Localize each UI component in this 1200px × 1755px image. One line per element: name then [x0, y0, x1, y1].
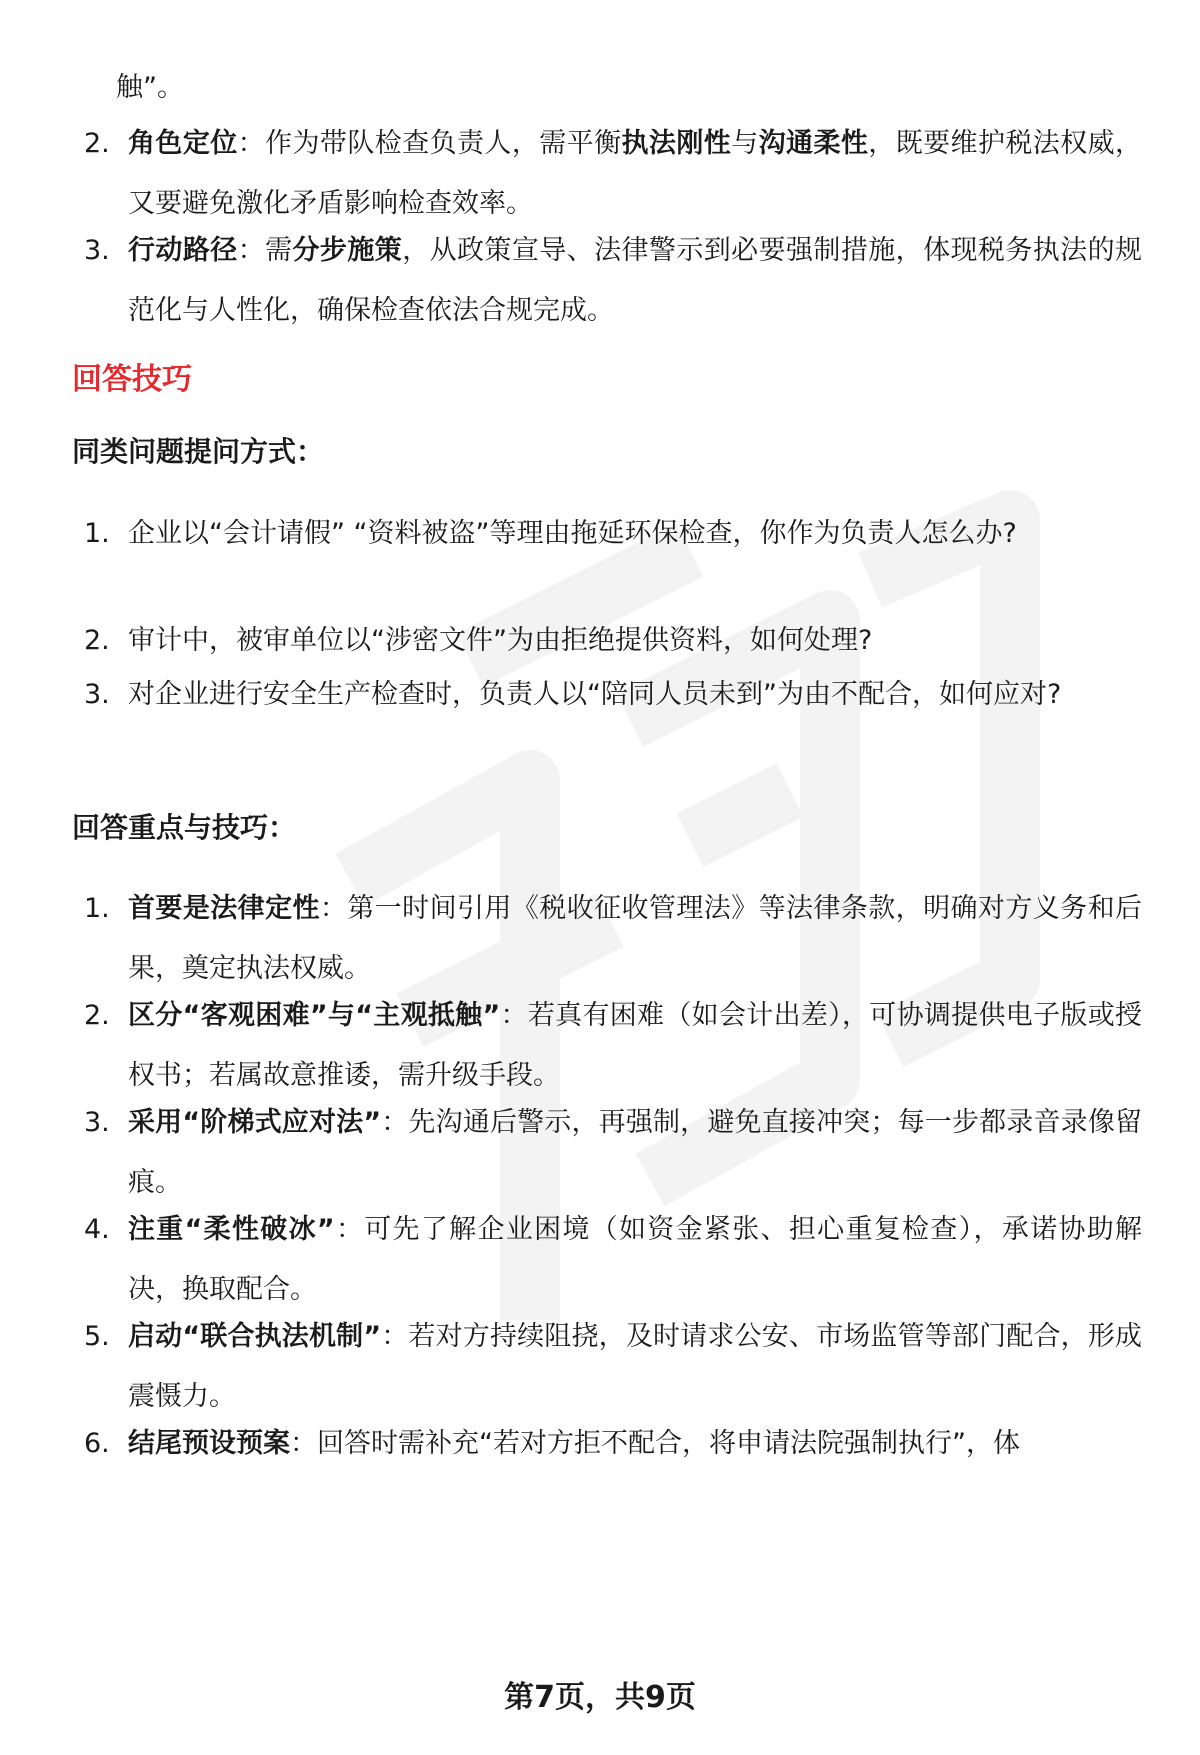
- list-number: 6.: [84, 1428, 110, 1459]
- list-item: 5. 启动“联合执法机制”：若对方持续阻挠，及时请求公安、市场监管等部门配合，形成震慑力。: [84, 1307, 1144, 1427]
- list-number: 3.: [84, 679, 110, 710]
- list-item: 4. 注重“柔性破冰”：可先了解企业困境（如资金紧张、担心重复检查），承诺协助解决，换取配合。: [84, 1200, 1144, 1320]
- section-title: 回答技巧: [72, 362, 192, 397]
- list-number: 3.: [84, 235, 110, 266]
- page-number: 第7页，共9页: [504, 1680, 696, 1715]
- bold-term: 首要是法律定性: [128, 893, 320, 924]
- list-item: 3. 对企业进行安全生产检查时，负责人以“陪同人员未到”为由不配合，如何应对?: [84, 665, 1144, 725]
- list-item: 1. 首要是法律定性：第一时间引用《税收征收管理法》等法律条款，明确对方义务和后果，奠定执法权威。: [84, 879, 1144, 999]
- list-item: 2. 区分“客观困难”与“主观抵触”：若真有困难（如会计出差），可协调提供电子版或授权书；若属故意推诿，需升级手段。: [84, 986, 1144, 1106]
- list-item: 1. 企业以“会计请假” “资料被盗”等理由拖延环保检查，你作为负责人怎么办?: [84, 504, 1144, 564]
- list-item: 3. 采用“阶梯式应对法”：先沟通后警示，再强制，避免直接冲突；每一步都录音录像留痕。: [84, 1093, 1144, 1213]
- list-item: 3. 行动路径：需分步施策，从政策宣导、法律警示到必要强制措施，体现税务执法的规范化与人性化，确保检查依法合规完成。: [84, 221, 1144, 341]
- bold-term: 分步施策: [292, 235, 403, 266]
- list-number: 1.: [84, 893, 110, 924]
- list-number: 5.: [84, 1321, 110, 1352]
- bold-term: 启动“联合执法机制”: [128, 1321, 382, 1352]
- bold-term: 执法刚性: [621, 128, 732, 159]
- list-number: 3.: [84, 1107, 110, 1138]
- bold-term: 行动路径: [128, 235, 238, 266]
- subsection-title: 回答重点与技巧：: [72, 811, 297, 844]
- list-number: 1.: [84, 518, 110, 549]
- list-item: 2. 角色定位：作为带队检查负责人，需平衡执法刚性与沟通柔性，既要维护税法权威，又要避免激化矛盾影响检查效率。: [84, 114, 1144, 234]
- bold-term: 沟通柔性: [758, 128, 869, 159]
- bold-term: 区分“客观困难”与“主观抵触”: [128, 1000, 501, 1031]
- continued-text: 触”。: [116, 72, 184, 103]
- bold-term: 角色定位: [128, 128, 238, 159]
- subsection-title: 同类问题提问方式：: [72, 435, 325, 468]
- bold-term: 采用“阶梯式应对法”: [128, 1107, 382, 1138]
- list-item: 6. 结尾预设预案：回答时需补充“若对方拒不配合，将申请法院强制执行”，体: [84, 1414, 1144, 1474]
- list-number: 2.: [84, 625, 110, 656]
- list-item: 2. 审计中，被审单位以“涉密文件”为由拒绝提供资料，如何处理?: [84, 611, 1144, 671]
- bold-term: 结尾预设预案: [128, 1428, 290, 1459]
- list-number: 4.: [84, 1214, 110, 1245]
- list-number: 2.: [84, 128, 110, 159]
- list-number: 2.: [84, 1000, 110, 1031]
- bold-term: 注重“柔性破冰”: [128, 1214, 335, 1245]
